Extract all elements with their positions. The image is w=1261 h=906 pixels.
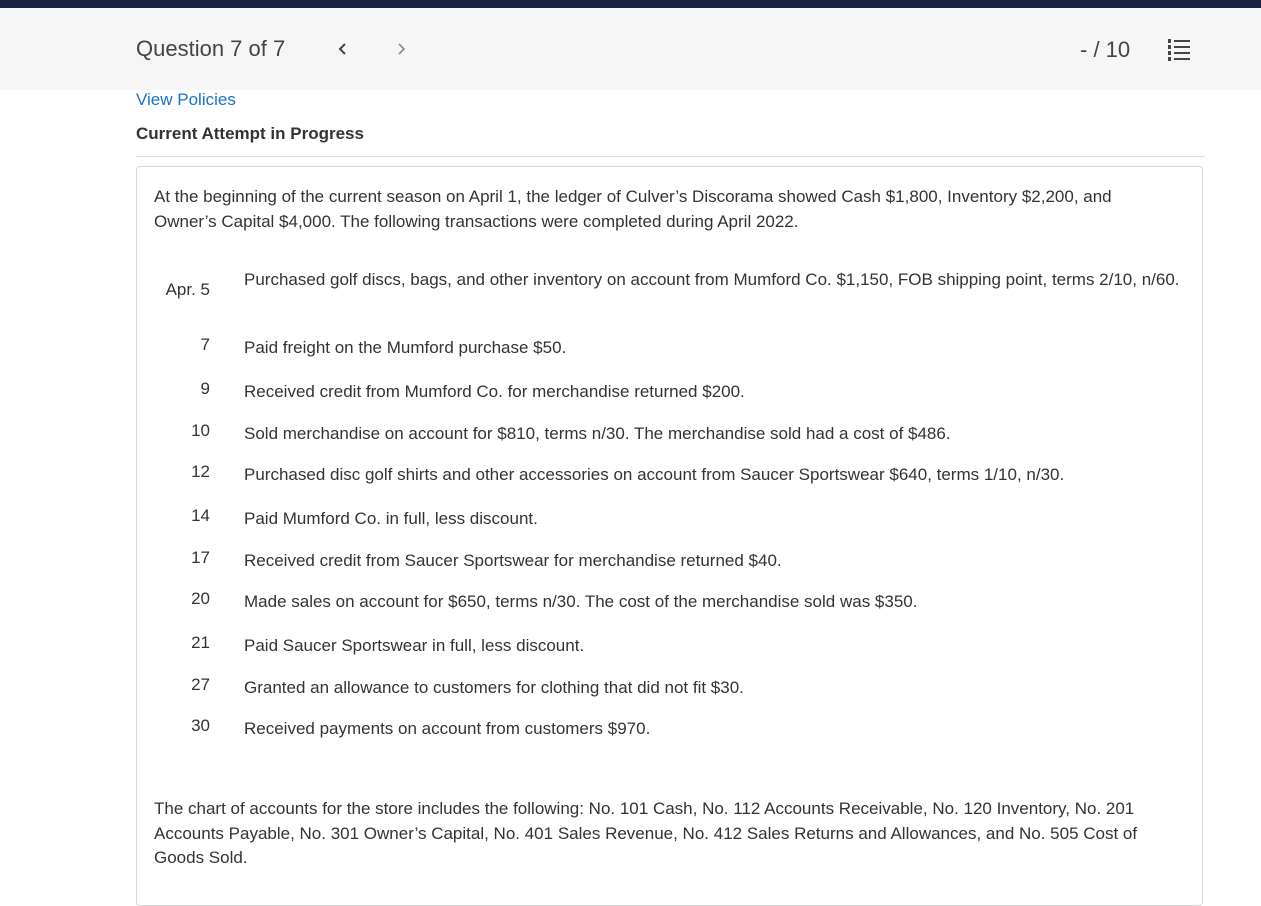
chevron-left-icon (337, 41, 349, 57)
transaction-date: 14 (191, 506, 210, 525)
transaction-date: 9 (200, 379, 210, 398)
transaction-description: Sold merchandise on account for $810, terms n/30. The merchandise sold had a cost of $486. (244, 424, 951, 443)
transaction-date: 12 (191, 462, 210, 481)
transaction-description: Received payments on account from customers $970. (244, 719, 651, 738)
score-display: - / 10 (1080, 37, 1131, 62)
transaction-date: 30 (191, 716, 210, 735)
question-card (136, 166, 1203, 906)
problem-intro: At the beginning of the current season on April 1, the ledger of Culver’s Discorama showed Cash $1,800, Inventory $2,200, and Owner’s Capital $4,000. The following transactions were completed during April 2022. (154, 187, 1112, 231)
transaction-description: Granted an allowance to customers for clothing that did not fit $30. (244, 678, 744, 697)
numbered-list-icon (1166, 36, 1192, 62)
question-header (0, 8, 1261, 90)
transaction-date: 21 (191, 633, 210, 652)
chevron-right-icon (395, 41, 407, 57)
transaction-description: Purchased disc golf shirts and other accessories on account from Saucer Sportswear $640, terms 1/10, n/30. (244, 465, 1065, 484)
question-list-button[interactable] (1166, 36, 1192, 62)
transaction-date: 10 (191, 421, 210, 440)
attempt-status: Current Attempt in Progress (136, 124, 364, 143)
question-number-label: Question 7 of 7 (136, 36, 286, 61)
transaction-description: Purchased golf discs, bags, and other inventory on account from Mumford Co. $1,150, FOB shipping point, terms 2/10, n/60. (244, 270, 1180, 289)
section-divider (136, 156, 1205, 157)
transaction-description: Made sales on account for $650, terms n/30. The cost of the merchandise sold was $350. (244, 592, 918, 611)
view-policies-link[interactable]: View Policies (136, 90, 236, 109)
transaction-date: 27 (191, 675, 210, 694)
transaction-date: 20 (191, 589, 210, 608)
transaction-description: Paid freight on the Mumford purchase $50. (244, 338, 567, 357)
transaction-date: 7 (200, 335, 210, 354)
transaction-description: Received credit from Saucer Sportswear for merchandise returned $40. (244, 551, 782, 570)
next-question-button[interactable] (388, 34, 414, 64)
transaction-date: 17 (191, 548, 210, 567)
transaction-description: Received credit from Mumford Co. for merchandise returned $200. (244, 382, 745, 401)
transaction-description: Paid Mumford Co. in full, less discount. (244, 509, 538, 528)
transaction-description: Paid Saucer Sportswear in full, less discount. (244, 636, 585, 655)
transaction-date: Apr. 5 (165, 280, 210, 299)
previous-question-button[interactable] (330, 34, 356, 64)
top-accent-bar (0, 0, 1261, 8)
chart-of-accounts-text: The chart of accounts for the store includes the following: No. 101 Cash, No. 112 Accounts Receivable, No. 120 Inventory, No. 201 Accounts Payable, No. 301 Owner’s Capital, No. 401 Sales Revenue, No. 412 Sales Returns and Allowances, and No. 505 Cost of Goods Sold. (154, 799, 1138, 867)
